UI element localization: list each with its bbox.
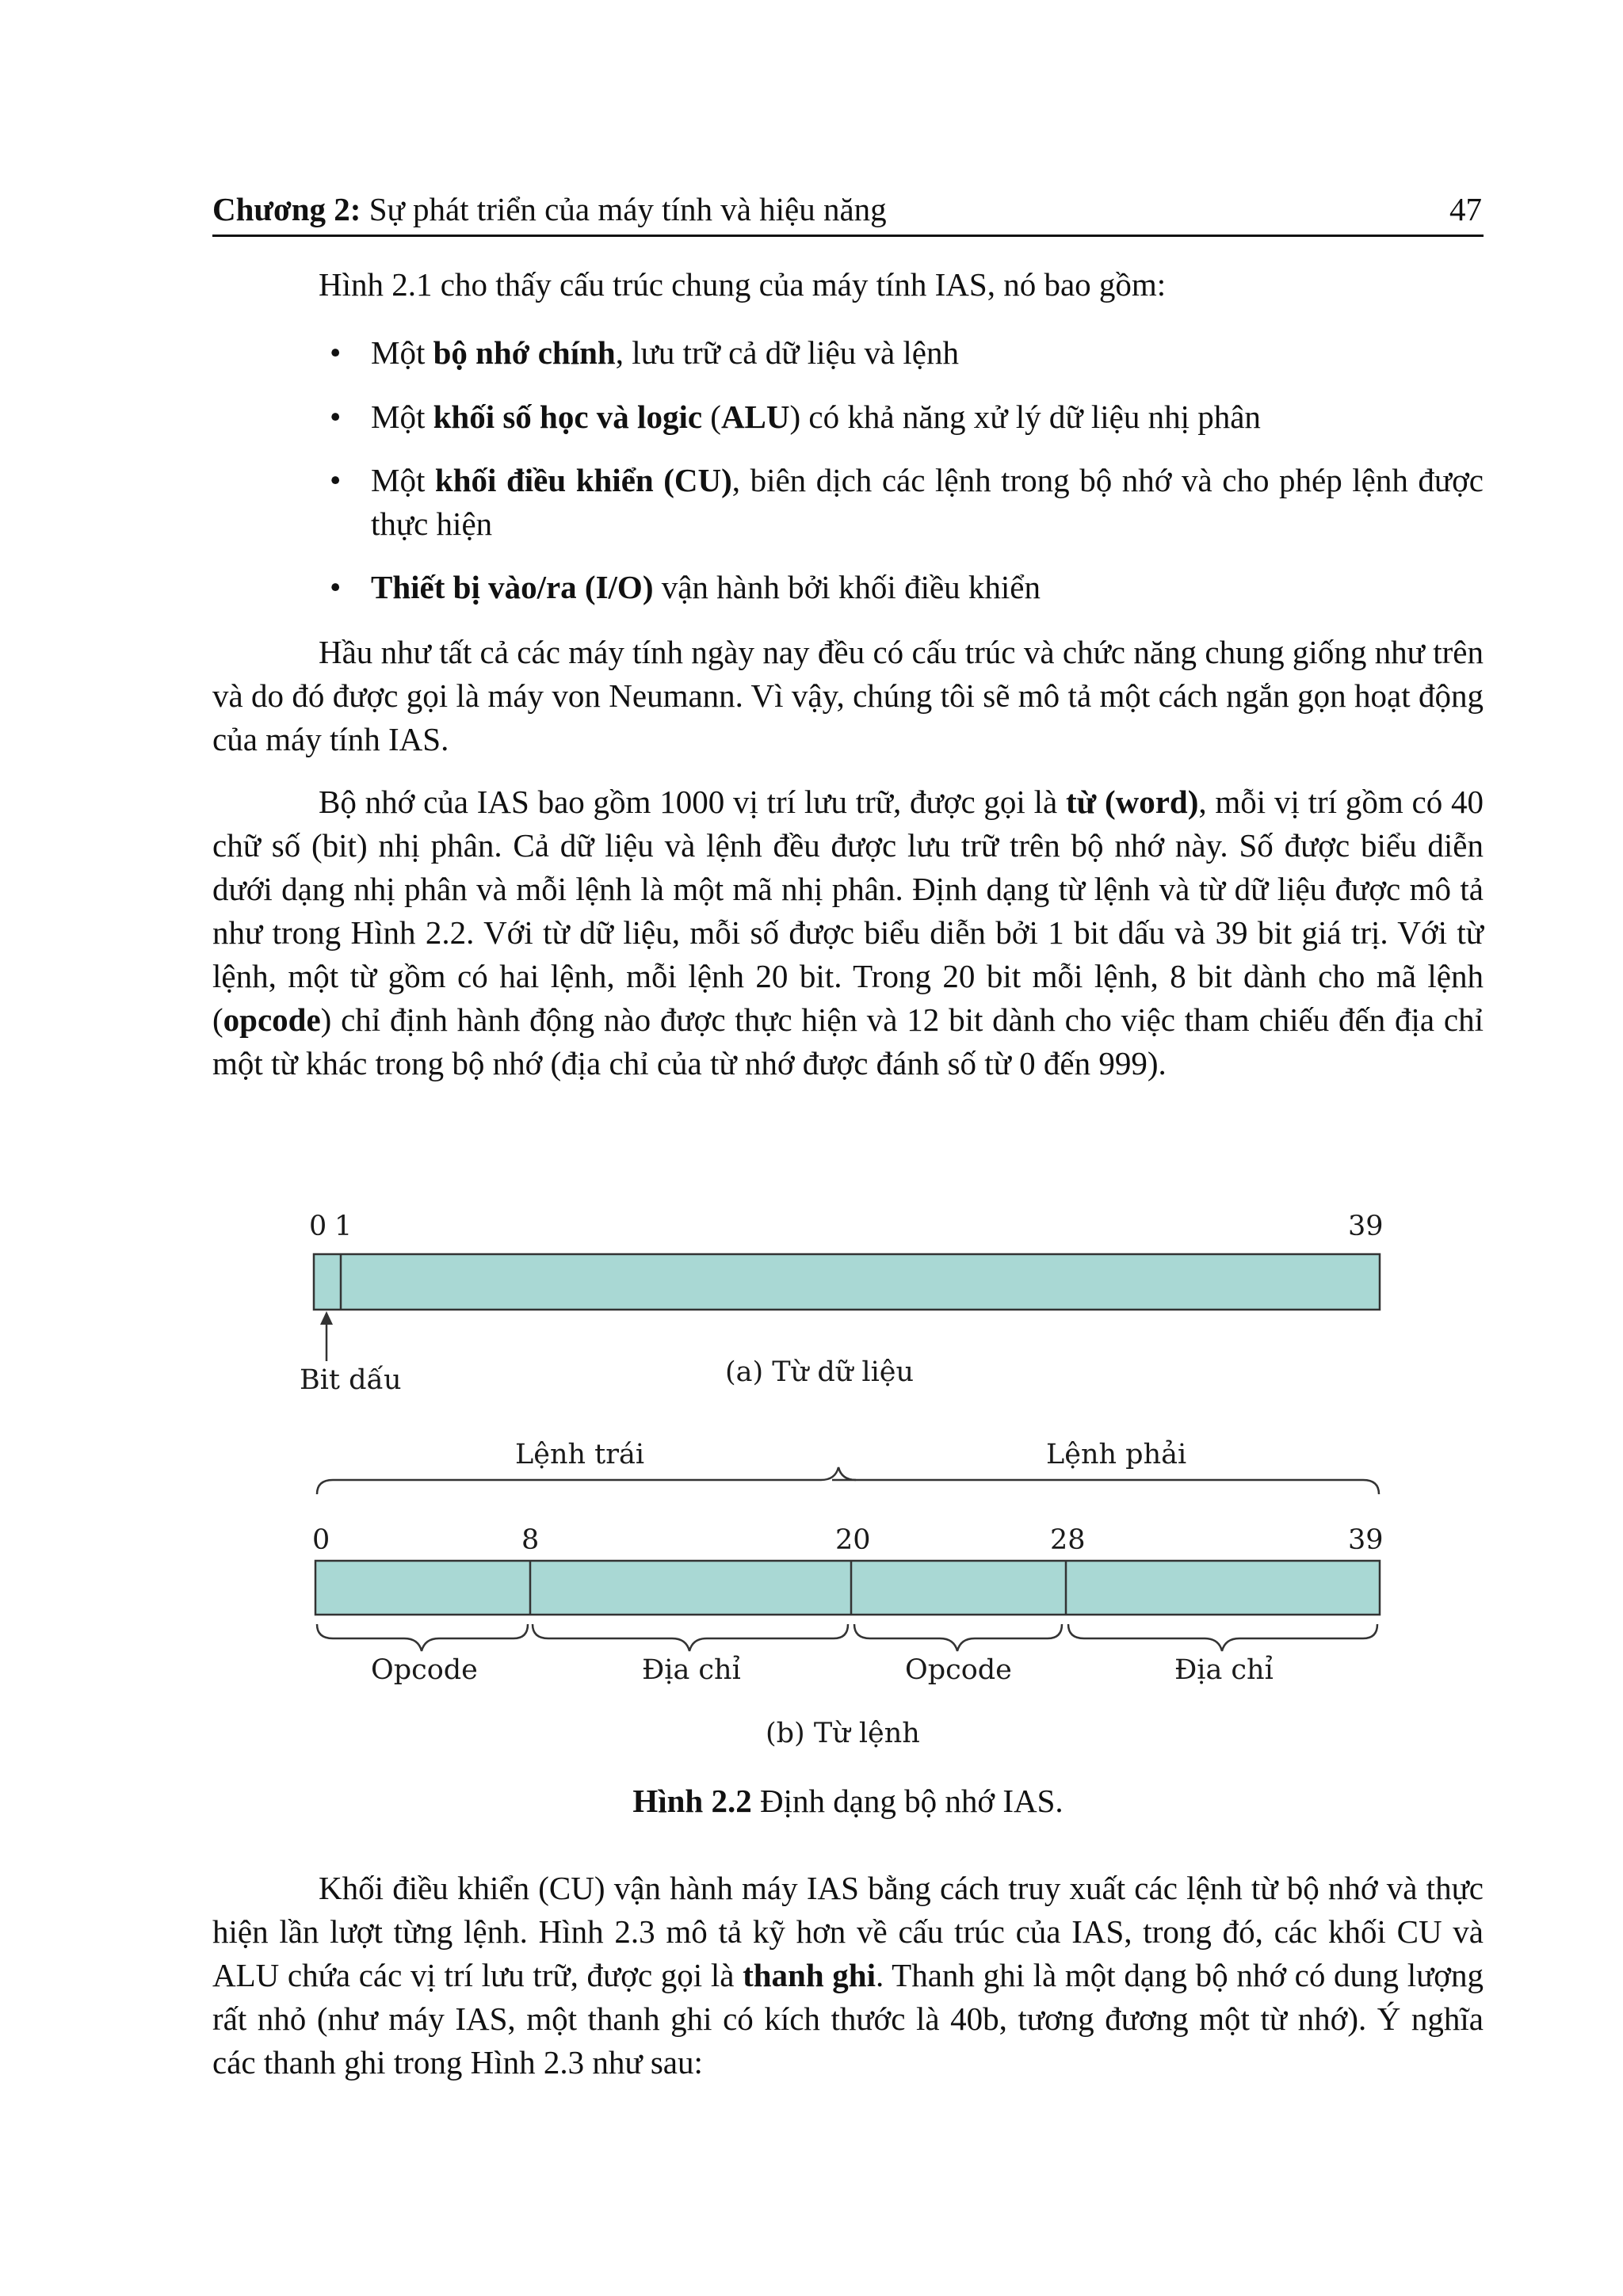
- field-label-opcode-left: Opcode: [371, 1654, 478, 1686]
- list-item-text: Một: [371, 399, 433, 435]
- list-item: [212, 395, 1484, 459]
- text-run: . Thanh ghi là một dạng bộ nhớ có dung lượng rất nhỏ (như máy IAS, một thanh ghi có kích thước là 40b, tương đương một từ nhớ). Ý nghĩa các thanh ghi trong Hình 2.3 như sau:: [212, 1957, 1484, 2081]
- list-item-text: , lưu trữ cả dữ liệu và lệnh: [615, 334, 959, 371]
- left-instruction-label: Lệnh trái: [515, 1439, 645, 1470]
- page-number: 47: [1449, 191, 1482, 227]
- data-word-bar: [314, 1254, 1380, 1310]
- left-instruction-brace: [317, 1467, 856, 1494]
- right-instruction-label: Lệnh phải: [1046, 1439, 1187, 1470]
- paragraph-von-neumann: [212, 631, 1484, 761]
- text-bold: opcode: [223, 1001, 321, 1038]
- field-label-address-left: Địa chỉ: [642, 1654, 741, 1686]
- chapter-heading: [212, 184, 887, 235]
- list-item-bold: bộ nhớ chính: [433, 334, 616, 371]
- list-item-bold: Thiết bị vào/ra (I/O): [371, 569, 654, 605]
- opcode-brace-right: [854, 1624, 1062, 1651]
- list-item-text: Một: [371, 462, 435, 498]
- sign-bit-label: Bit dấu: [300, 1364, 402, 1396]
- figure-diagram: [285, 1188, 1411, 1775]
- list-item-text: vận hành bởi khối điều khiển: [653, 569, 1041, 605]
- list-item: [212, 459, 1484, 566]
- figure-caption: [212, 1779, 1484, 1823]
- address-brace-left: [533, 1624, 848, 1651]
- bit-label-0: 0: [309, 1211, 327, 1242]
- chapter-label: Chương 2:: [212, 191, 361, 227]
- bit-label-8: 8: [521, 1524, 540, 1556]
- list-item: [212, 331, 1484, 395]
- paragraph-control-unit: [212, 1867, 1484, 2084]
- figure-ias-memory-format: [285, 1188, 1411, 1775]
- field-label-address-right: Địa chỉ: [1174, 1654, 1274, 1686]
- bit-label-0: 0: [312, 1524, 330, 1556]
- data-word-diagram: [314, 1254, 1380, 1361]
- page-header: [212, 184, 1484, 237]
- list-item-bold: khối số học và logic: [433, 399, 703, 435]
- list-item-text: Một: [371, 334, 433, 371]
- instruction-word-caption: (b) Từ lệnh: [766, 1718, 920, 1749]
- instruction-word-diagram: [315, 1467, 1380, 1651]
- bit-label-39: 39: [1348, 1524, 1384, 1556]
- bullet-icon: •: [330, 334, 342, 371]
- figure-number: Hình 2.2: [632, 1783, 752, 1819]
- bullet-icon: •: [330, 399, 342, 435]
- chapter-title: Sự phát triển của máy tính và hiệu năng: [369, 191, 887, 227]
- paragraph-text: [212, 1867, 1484, 2084]
- text-run: Bộ nhớ của IAS bao gồm 1000 vị trí lưu trữ, được gọi là: [319, 784, 1066, 820]
- opcode-brace-left: [317, 1624, 528, 1651]
- bit-label-39: 39: [1348, 1211, 1384, 1242]
- list-item-bold: khối điều khiển (CU): [434, 462, 732, 498]
- list-item-bold: ALU: [720, 399, 790, 435]
- field-label-opcode-right: Opcode: [905, 1654, 1012, 1686]
- right-instruction-brace: [838, 1467, 1379, 1494]
- intro-text: Hình 2.1 cho thấy cấu trúc chung của máy tính IAS, nó bao gồm:: [319, 266, 1167, 303]
- instruction-word-bar: [315, 1561, 1380, 1615]
- text-run: Khối điều khiển (CU) vận hành máy IAS bằng cách truy xuất các lệnh từ bộ nhớ và thực hiện lần lượt từng lệnh. Hình 2.3 mô tả kỹ hơn về cấu trúc của IAS, trong đó, các khối CU và ALU chứa các vị trí lưu trữ, được gọi là: [212, 1870, 1484, 1993]
- figure-caption-text: Định dạng bộ nhớ IAS.: [751, 1783, 1064, 1819]
- paragraph-text: Hầu như tất cả các máy tính ngày nay đều có cấu trúc và chức năng chung giống như trên và do đó được gọi là máy von Neumann. Vì vậy, chúng tôi sẽ mô tả một cách ngắn gọn hoạt động của máy tính IAS.: [212, 634, 1484, 757]
- arrow-head-icon: [320, 1311, 333, 1325]
- text-run: ) chỉ định hành động nào được thực hiện và 12 bit dành cho việc tham chiếu đến địa chỉ một từ khác trong bộ nhớ (địa chỉ của từ nhớ được đánh số từ 0 đến 999).: [212, 1001, 1484, 1081]
- list-item: [212, 566, 1484, 609]
- paragraph-text: [212, 780, 1484, 1085]
- data-word-caption: (a) Từ dữ liệu: [725, 1356, 915, 1388]
- text-run: , mỗi vị trí gồm có 40 chữ số (bit) nhị phân. Cả dữ liệu và lệnh đều được lưu trữ trên bộ nhớ này. Số được biểu diễn dưới dạng nhị phân và mỗi lệnh là một mã nhị phân. Định dạng từ lệnh và từ dữ liệu được mô tả như trong Hình 2.2. Với từ dữ liệu, mỗi số được biểu diễn bởi 1 bit dấu và 39 bit giá trị. Với từ lệnh, một từ gồm có hai lệnh, mỗi lệnh 20 bit. Trong 20 bit mỗi lệnh, 8 bit dành cho mã lệnh (: [212, 784, 1484, 1038]
- bullet-icon: •: [330, 569, 342, 605]
- bit-label-28: 28: [1050, 1524, 1086, 1556]
- component-list: [212, 331, 1484, 609]
- list-item-text: , biên dịch các lệnh trong bộ nhớ và cho phép lệnh được thực hiện: [371, 462, 1484, 542]
- text-bold: thanh ghi: [743, 1957, 876, 1993]
- list-item-text: ) có khả năng xử lý dữ liệu nhị phân: [789, 399, 1261, 435]
- bullet-icon: •: [330, 462, 342, 498]
- bit-label-1: 1: [334, 1211, 353, 1242]
- address-brace-right: [1068, 1624, 1377, 1651]
- list-item-text: (: [702, 399, 721, 435]
- text-bold: từ (word): [1065, 784, 1199, 820]
- paragraph-memory: [212, 780, 1484, 1085]
- bit-label-20: 20: [835, 1524, 871, 1556]
- intro-paragraph: [212, 263, 1484, 307]
